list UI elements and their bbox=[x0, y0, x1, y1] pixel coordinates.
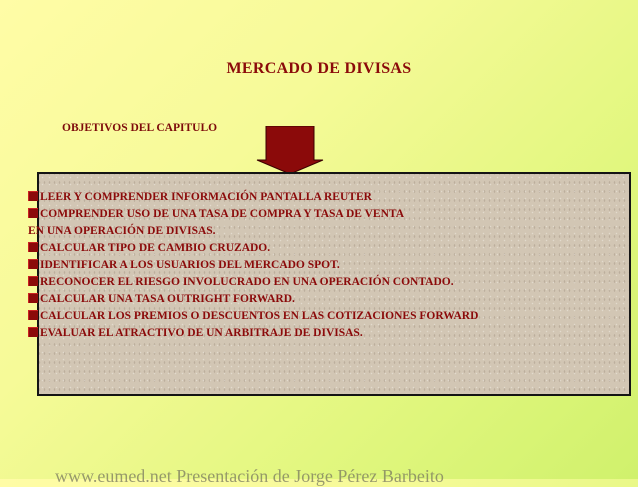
objective-text: EN UNA OPERACIÓN DE DIVISAS. bbox=[28, 225, 216, 237]
objectives-list bbox=[28, 189, 628, 342]
objective-text: CALCULAR TIPO DE CAMBIO CRUZADO. bbox=[40, 242, 271, 254]
square-bullet-icon bbox=[28, 293, 38, 303]
list-item bbox=[28, 206, 628, 223]
objective-text: CALCULAR LOS PREMIOS O DESCUENTOS EN LAS COTIZACIONES FORWARD bbox=[40, 310, 479, 322]
footer-credit: www.eumed.net Presentación de Jorge Pérez Barbeito bbox=[55, 466, 444, 486]
list-item bbox=[28, 257, 628, 274]
list-item bbox=[28, 189, 628, 206]
down-arrow-icon bbox=[255, 126, 325, 174]
objective-text: LEER Y COMPRENDER INFORMACIÓN PANTALLA REUTER bbox=[40, 191, 372, 203]
list-item bbox=[28, 240, 628, 257]
square-bullet-icon bbox=[28, 191, 38, 201]
list-item bbox=[28, 274, 628, 291]
square-bullet-icon bbox=[28, 208, 38, 218]
list-item bbox=[28, 325, 628, 342]
list-item bbox=[28, 291, 628, 308]
square-bullet-icon bbox=[28, 327, 38, 337]
objective-text: CALCULAR UNA TASA OUTRIGHT FORWARD. bbox=[40, 293, 295, 305]
chapter-objectives-heading: OBJETIVOS DEL CAPITULO bbox=[62, 122, 218, 134]
square-bullet-icon bbox=[28, 310, 38, 320]
slide-title: MERCADO DE DIVISAS bbox=[226, 60, 412, 77]
square-bullet-icon bbox=[28, 276, 38, 286]
list-item-continuation bbox=[28, 223, 628, 240]
list-item bbox=[28, 308, 628, 325]
objective-text: COMPRENDER USO DE UNA TASA DE COMPRA Y TASA DE VENTA bbox=[40, 208, 405, 220]
objective-text: EVALUAR EL ATRACTIVO DE UN ARBITRAJE DE DIVISAS. bbox=[40, 327, 363, 339]
objective-text: RECONOCER EL RIESGO INVOLUCRADO EN UNA OPERACIÓN CONTADO. bbox=[40, 276, 454, 288]
square-bullet-icon bbox=[28, 259, 38, 269]
objective-text: IDENTIFICAR A LOS USUARIOS DEL MERCADO SPOT. bbox=[40, 259, 340, 271]
square-bullet-icon bbox=[28, 242, 38, 252]
